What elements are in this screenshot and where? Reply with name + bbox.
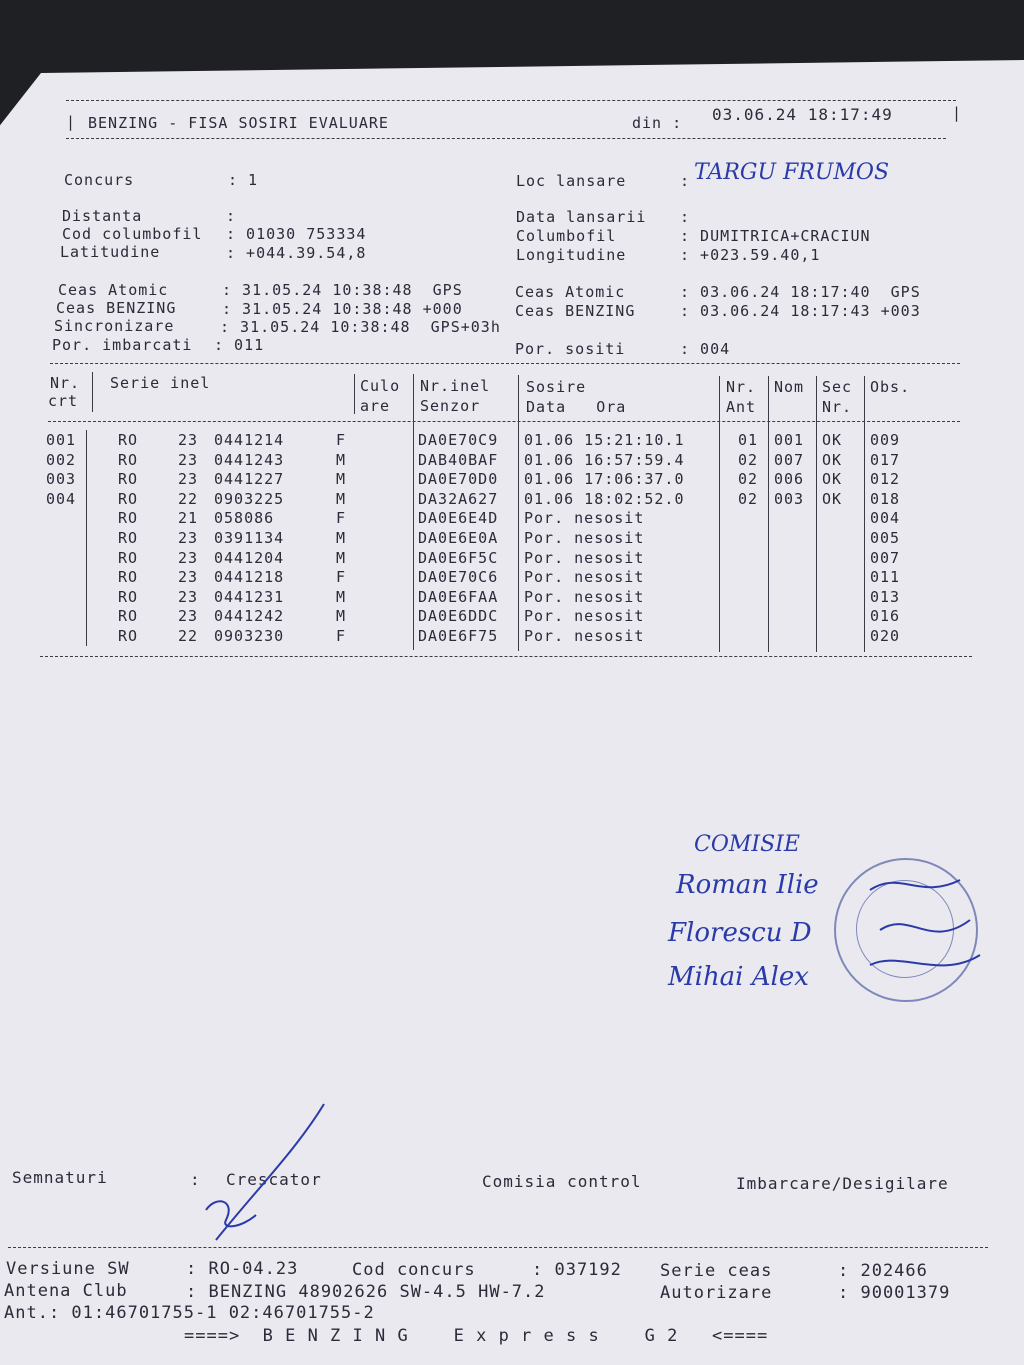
cell-ring: 058086 bbox=[214, 509, 275, 528]
cell-obs: 004 bbox=[870, 509, 901, 528]
handwritten-comisie: COMISIE bbox=[694, 832, 800, 857]
handwritten-member-1: Roman Ilie bbox=[676, 870, 819, 900]
semnaturi-colon: : bbox=[190, 1170, 201, 1189]
concurs-label: Concurs bbox=[64, 171, 135, 189]
cell-sex: M bbox=[336, 470, 347, 489]
antenna-ids: Ant.: 01:46701755-1 02:46701755-2 bbox=[4, 1303, 375, 1323]
cell-nr: 004 bbox=[46, 489, 77, 508]
clock-right-label: Ceas Atomic bbox=[515, 283, 626, 301]
cell-ro: RO bbox=[118, 489, 139, 508]
col-header-sosire: Sosire bbox=[526, 378, 587, 396]
antena-club-label: Antena Club bbox=[4, 1281, 128, 1301]
cell-sosire: Por. nesosit bbox=[524, 587, 645, 606]
header-right-bar: | bbox=[952, 104, 963, 122]
cell-obs: 016 bbox=[870, 607, 901, 626]
col-header-ant-2: Ant bbox=[726, 398, 757, 416]
cell-sex: M bbox=[336, 587, 347, 606]
col-header-senzor: Senzor bbox=[420, 397, 481, 415]
cell-ant: 02 bbox=[738, 470, 759, 489]
col-header-crt: crt bbox=[48, 392, 79, 410]
cell-senzor: DA0E70C6 bbox=[418, 568, 499, 587]
cell-sex: M bbox=[336, 607, 347, 626]
col-separator bbox=[354, 374, 355, 414]
cod-columbofil-value: : 01030 753334 bbox=[226, 225, 367, 243]
cell-nom: 006 bbox=[774, 470, 805, 489]
latitudine-label: Latitudine bbox=[60, 243, 161, 261]
cell-sex: M bbox=[336, 529, 347, 547]
cell-nom: 003 bbox=[774, 489, 805, 508]
loc-lansare-label: Loc lansare bbox=[516, 172, 627, 190]
cell-sex: M bbox=[336, 548, 347, 567]
semnaturi-label: Semnaturi bbox=[12, 1168, 108, 1187]
cell-sosire: Por. nesosit bbox=[524, 568, 645, 587]
distanta-label: Distanta bbox=[62, 207, 143, 225]
clock-left-label: Ceas Atomic bbox=[58, 281, 169, 299]
col-header-data-ora: Data Ora bbox=[526, 398, 627, 416]
concurs-value: : 1 bbox=[228, 171, 259, 189]
table-bottom-rule bbox=[40, 656, 972, 657]
cell-ro: RO bbox=[118, 431, 139, 449]
clock-left-value: : 31.05.24 10:38:48 GPS+03h bbox=[220, 318, 501, 336]
cell-senzor: DA32A627 bbox=[418, 489, 499, 508]
cell-sosire: 01.06 18:02:52.0 bbox=[524, 489, 685, 508]
header-title: BENZING - FISA SOSIRI EVALUARE bbox=[88, 114, 389, 132]
col-header-nom: Nom bbox=[774, 378, 805, 396]
cell-sosire: Por. nesosit bbox=[524, 627, 645, 645]
serie-ceas-value: : 202466 bbox=[838, 1261, 928, 1281]
cell-ring: 0441204 bbox=[214, 548, 285, 567]
col-separator bbox=[518, 375, 519, 651]
cell-senzor: DA0E70C9 bbox=[418, 431, 499, 449]
col-separator bbox=[816, 376, 817, 652]
cell-obs: 017 bbox=[870, 450, 901, 469]
cell-ring: 0903225 bbox=[214, 489, 285, 508]
comisia-control-label: Comisia control bbox=[482, 1172, 642, 1191]
cell-ant: 01 bbox=[738, 431, 759, 449]
signature-scribbles bbox=[860, 860, 1010, 990]
cell-sosire: Por. nesosit bbox=[524, 607, 645, 626]
cell-sosire: Por. nesosit bbox=[524, 529, 645, 547]
clock-left-label: Por. imbarcati bbox=[52, 336, 193, 354]
latitudine-value: : +044.39.54,8 bbox=[226, 244, 367, 262]
header-bottom-rule bbox=[66, 138, 946, 139]
cell-senzor: DA0E6FAA bbox=[418, 587, 499, 606]
cell-senzor: DA0E6DDC bbox=[418, 607, 499, 626]
col-header-sec-nr: Nr. bbox=[822, 398, 853, 416]
col-header-ant: Nr. bbox=[726, 378, 757, 396]
cell-ant: 02 bbox=[738, 489, 759, 508]
loc-lansare-handwritten: TARGU FRUMOS bbox=[694, 160, 890, 185]
cell-sex: F bbox=[336, 627, 347, 645]
cell-sosire: Por. nesosit bbox=[524, 509, 645, 528]
imbarcare-label: Imbarcare/Desigilare bbox=[736, 1174, 949, 1193]
autorizare-value: : 90001379 bbox=[838, 1283, 951, 1303]
versiune-sw-value: : RO-04.23 bbox=[186, 1259, 299, 1279]
benzing-express-banner: ====> B E N Z I N G E x p r e s s G 2 <==== bbox=[184, 1326, 769, 1346]
cell-sosire: 01.06 15:21:10.1 bbox=[524, 431, 685, 449]
cell-senzor: DA0E6F75 bbox=[418, 627, 499, 645]
cell-obs: 011 bbox=[870, 568, 901, 587]
cell-sex: M bbox=[336, 489, 347, 508]
cell-nr: 003 bbox=[46, 470, 77, 489]
cell-obs: 007 bbox=[870, 548, 901, 567]
col-separator bbox=[413, 374, 414, 650]
cell-sosire: 01.06 17:06:37.0 bbox=[524, 470, 685, 489]
col-separator bbox=[86, 430, 87, 646]
col-header-serie: Serie inel bbox=[110, 374, 211, 392]
cell-ring: 0391134 bbox=[214, 529, 285, 547]
cod-columbofil-label: Cod columbofil bbox=[62, 225, 203, 243]
cell-yr: 23 bbox=[178, 470, 199, 489]
clock-left-value: : 31.05.24 10:38:48 +000 bbox=[222, 300, 463, 318]
cell-ring: 0441227 bbox=[214, 470, 285, 489]
cell-yr: 23 bbox=[178, 529, 199, 547]
cell-sex: F bbox=[336, 509, 347, 528]
cell-yr: 23 bbox=[178, 431, 199, 449]
cell-sex: F bbox=[336, 431, 347, 449]
cell-yr: 23 bbox=[178, 607, 199, 626]
cell-sex: F bbox=[336, 568, 347, 587]
col-header-nr: Nr. bbox=[50, 374, 81, 392]
cell-ring: 0441242 bbox=[214, 607, 285, 626]
cell-senzor: DA0E6E0A bbox=[418, 529, 499, 547]
cell-sec: OK bbox=[822, 470, 843, 489]
crescator-label: Crescator bbox=[226, 1170, 322, 1189]
col-header-nrinel: Nr.inel bbox=[420, 377, 491, 395]
cell-yr: 22 bbox=[178, 489, 199, 508]
autorizare-label: Autorizare bbox=[660, 1283, 773, 1303]
cell-ro: RO bbox=[118, 529, 139, 547]
cell-ring: 0903230 bbox=[214, 627, 285, 645]
cell-yr: 23 bbox=[178, 587, 199, 606]
clock-left-label: Sincronizare bbox=[54, 317, 175, 335]
cell-senzor: DA0E6E4D bbox=[418, 509, 499, 528]
col-separator bbox=[864, 376, 865, 652]
cell-sec: OK bbox=[822, 431, 843, 449]
header-date-time: 03.06.24 18:17:49 bbox=[712, 105, 893, 124]
cell-nr: 002 bbox=[46, 450, 77, 469]
clock-right-value: : 03.06.24 18:17:40 GPS bbox=[680, 283, 921, 301]
clock-right-value: : 03.06.24 18:17:43 +003 bbox=[680, 302, 921, 320]
cell-sex: M bbox=[336, 450, 347, 469]
cod-concurs-value: : 037192 bbox=[532, 1260, 622, 1280]
cell-ring: 0441231 bbox=[214, 587, 285, 606]
cell-ring: 0441218 bbox=[214, 568, 285, 587]
col-separator bbox=[92, 372, 93, 412]
header-din-label: din : bbox=[632, 114, 683, 132]
col-separator bbox=[719, 376, 720, 652]
versiune-sw-label: Versiune SW bbox=[6, 1259, 130, 1279]
cell-ring: 0441243 bbox=[214, 450, 285, 469]
columbofil-label: Columbofil bbox=[516, 227, 617, 245]
loc-lansare-colon: : bbox=[680, 172, 691, 190]
cell-ro: RO bbox=[118, 568, 139, 587]
cell-yr: 23 bbox=[178, 450, 199, 469]
cell-yr: 21 bbox=[178, 509, 199, 528]
cell-yr: 22 bbox=[178, 627, 199, 645]
cell-senzor: DA0E6F5C bbox=[418, 548, 499, 567]
clock-left-label: Ceas BENZING bbox=[56, 299, 177, 317]
cell-senzor: DAB40BAF bbox=[418, 450, 499, 469]
cell-obs: 018 bbox=[870, 489, 901, 508]
cell-ro: RO bbox=[118, 509, 139, 528]
cell-yr: 23 bbox=[178, 568, 199, 587]
handwritten-member-3: Mihai Alex bbox=[668, 962, 809, 992]
cell-obs: 012 bbox=[870, 470, 901, 489]
col-header-culoare: Culo bbox=[360, 377, 401, 395]
cell-ro: RO bbox=[118, 548, 139, 567]
cell-obs: 009 bbox=[870, 431, 901, 449]
handwritten-member-2: Florescu D bbox=[668, 918, 812, 948]
antena-club-value: : BENZING 48902626 SW-4.5 HW-7.2 bbox=[186, 1282, 546, 1302]
cell-sec: OK bbox=[822, 450, 843, 469]
footer-rule bbox=[8, 1247, 988, 1248]
cell-sosire: Por. nesosit bbox=[524, 548, 645, 567]
col-header-sec: Sec bbox=[822, 378, 853, 396]
cell-nom: 007 bbox=[774, 450, 805, 469]
cell-nom: 001 bbox=[774, 431, 805, 449]
clock-right-label: Por. sositi bbox=[515, 340, 626, 358]
cell-obs: 005 bbox=[870, 529, 901, 547]
cell-sosire: 01.06 16:57:59.4 bbox=[524, 450, 685, 469]
cell-sec: OK bbox=[822, 489, 843, 508]
clock-right-label: Ceas BENZING bbox=[515, 302, 636, 320]
clock-left-value: : 011 bbox=[214, 336, 265, 354]
table-top-rule bbox=[50, 363, 960, 364]
data-lansarii-label: Data lansarii bbox=[516, 208, 647, 226]
serie-ceas-label: Serie ceas bbox=[660, 1261, 773, 1281]
cell-obs: 020 bbox=[870, 627, 901, 645]
cell-nr: 001 bbox=[46, 431, 77, 449]
cell-ro: RO bbox=[118, 607, 139, 626]
columbofil-value: : DUMITRICA+CRACIUN bbox=[680, 227, 871, 245]
longitudine-value: : +023.59.40,1 bbox=[680, 246, 821, 264]
col-header-culoare-2: are bbox=[360, 397, 391, 415]
header-top-rule bbox=[66, 100, 956, 101]
clock-left-value: : 31.05.24 10:38:48 GPS bbox=[222, 281, 463, 299]
cod-concurs-label: Cod concurs bbox=[352, 1260, 476, 1280]
cell-senzor: DA0E70D0 bbox=[418, 470, 499, 489]
col-separator bbox=[768, 376, 769, 652]
cell-ro: RO bbox=[118, 627, 139, 645]
data-lansarii-value: : bbox=[680, 208, 691, 226]
distanta-value: : bbox=[226, 207, 237, 225]
cell-ring: 0441214 bbox=[214, 431, 285, 449]
cell-ant: 02 bbox=[738, 450, 759, 469]
cell-obs: 013 bbox=[870, 587, 901, 606]
cell-ro: RO bbox=[118, 470, 139, 489]
cell-yr: 23 bbox=[178, 548, 199, 567]
table-header-rule bbox=[48, 421, 960, 422]
cell-ro: RO bbox=[118, 587, 139, 606]
clock-right-value: : 004 bbox=[680, 340, 731, 358]
cell-ro: RO bbox=[118, 450, 139, 469]
col-header-obs: Obs. bbox=[870, 378, 911, 396]
longitudine-label: Longitudine bbox=[516, 246, 627, 264]
header-left-bar: | bbox=[66, 113, 77, 131]
crescator-signature bbox=[196, 1100, 336, 1250]
